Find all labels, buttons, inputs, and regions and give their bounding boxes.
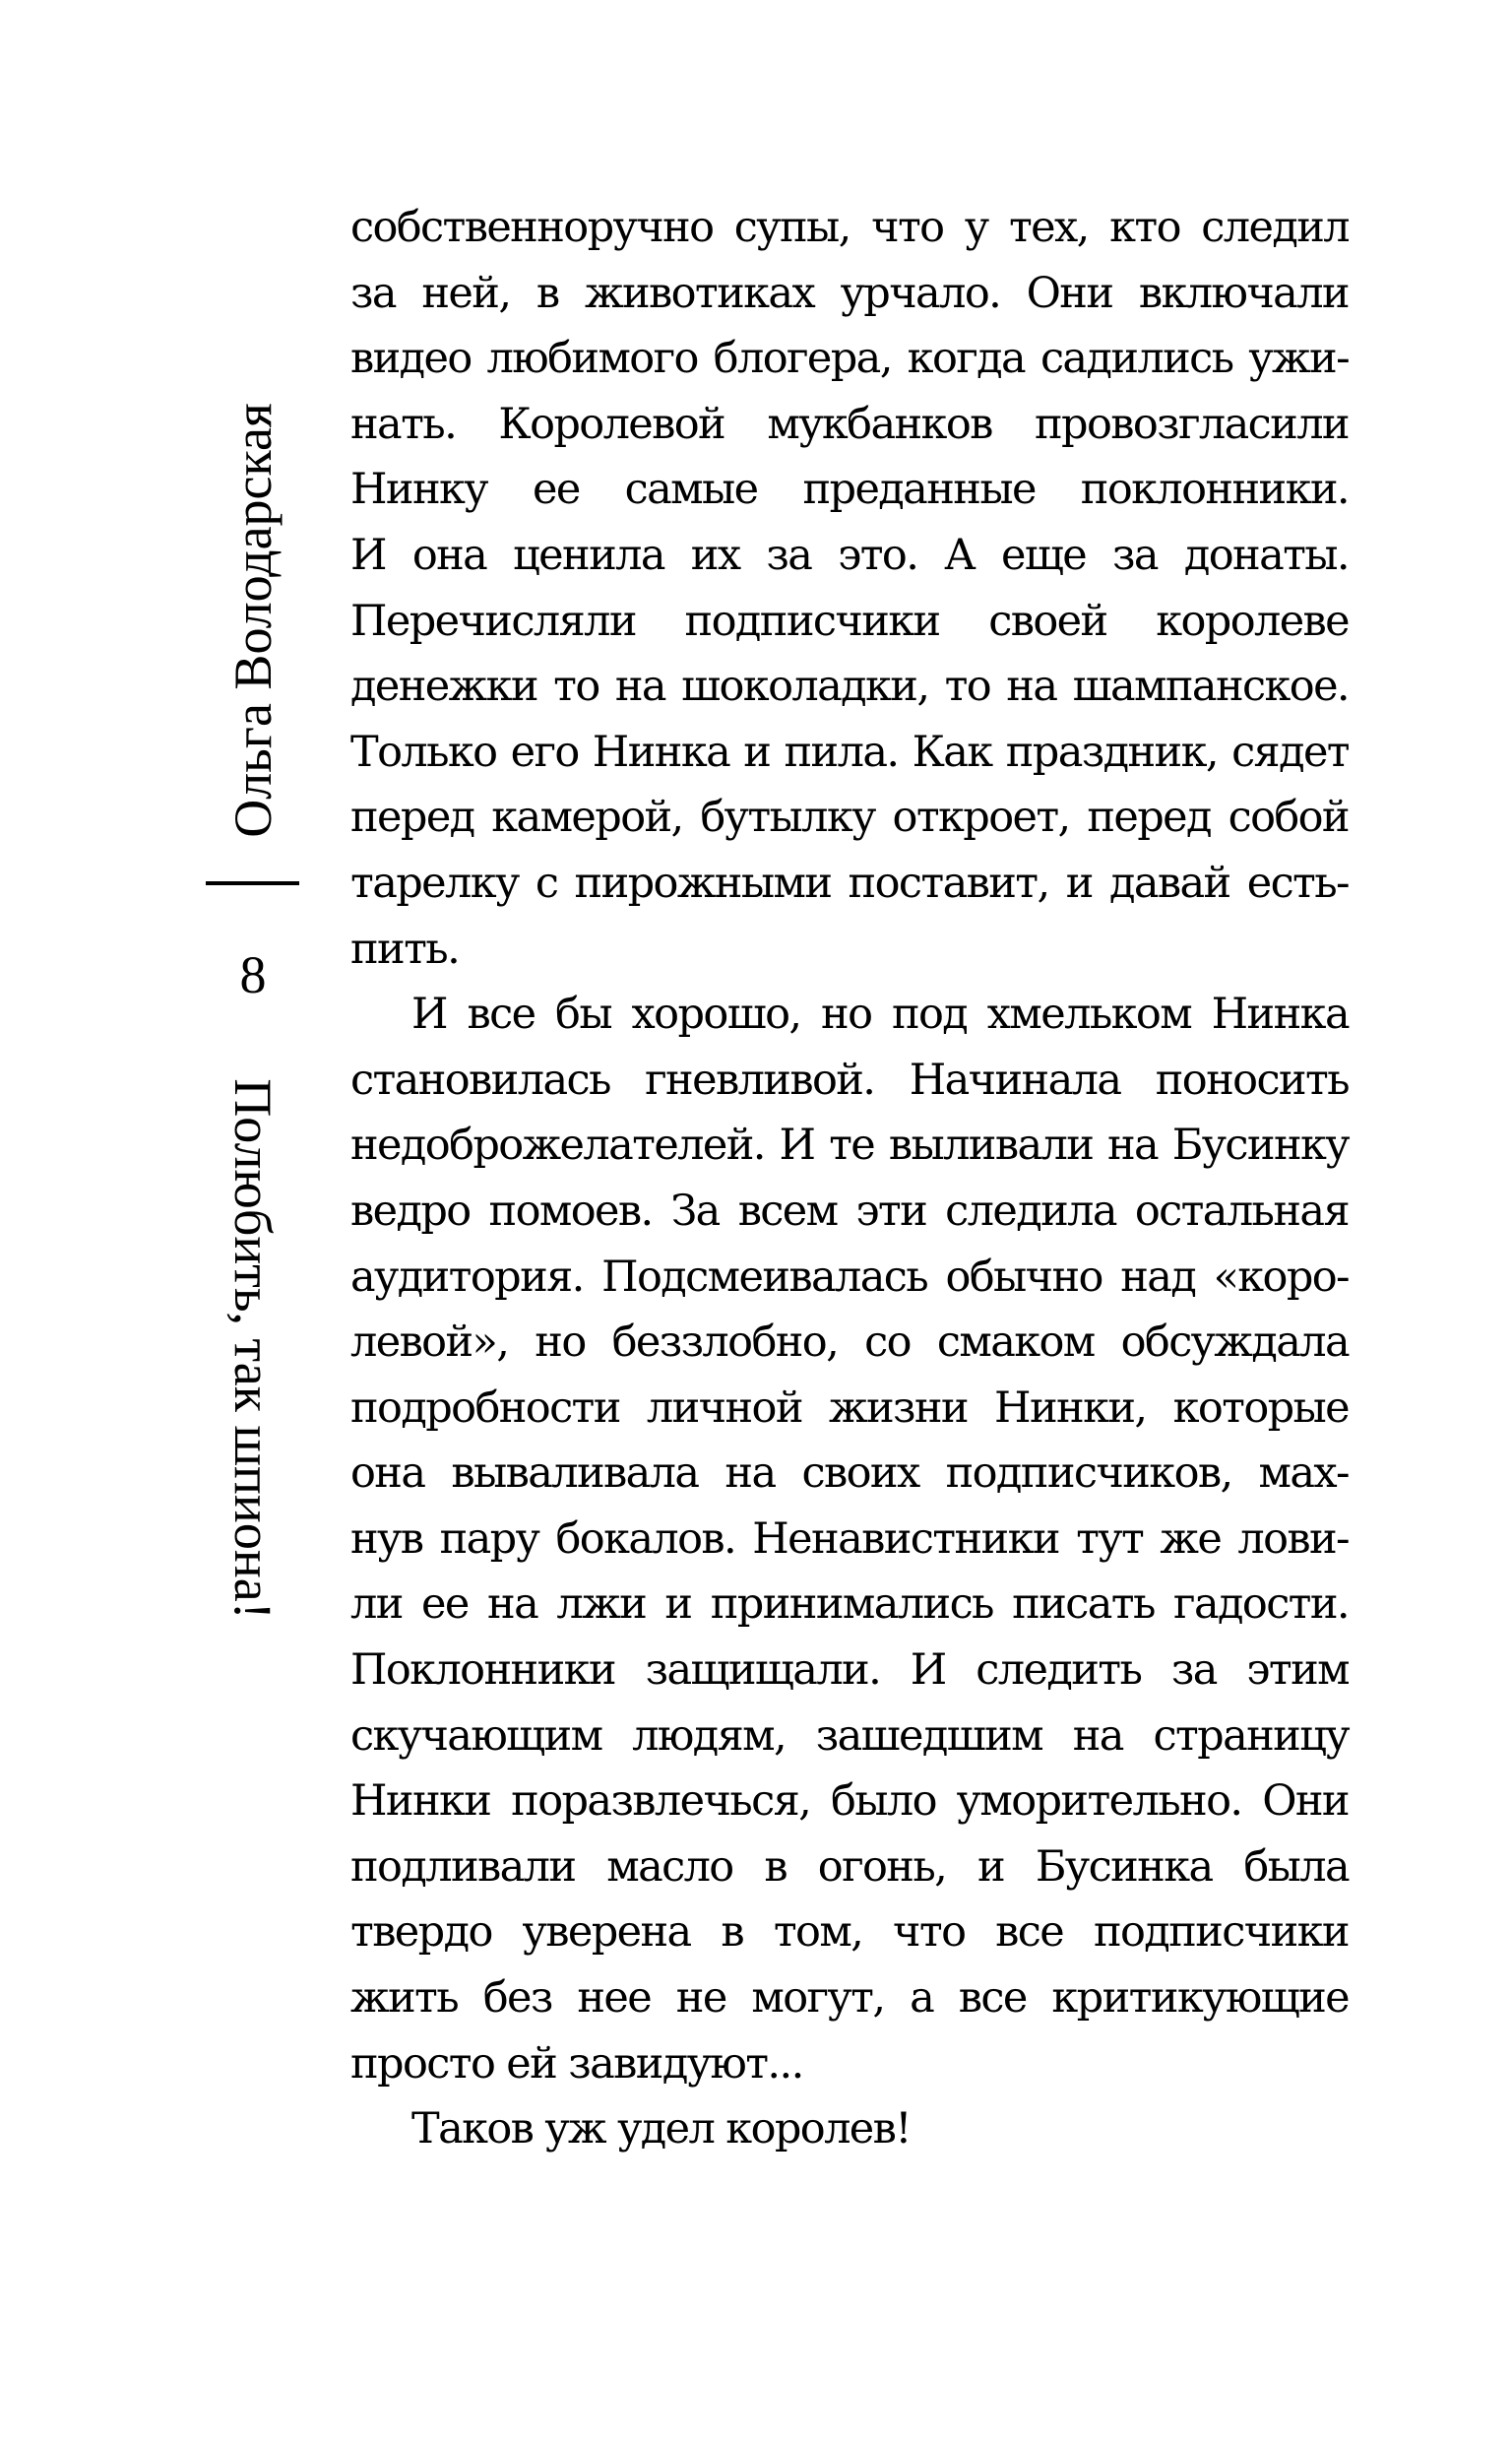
text-line: жить без нее не могут, а все критикующие (350, 1973, 1349, 2024)
text-line: левой», но беззлобно, со смаком обсуждала (350, 1318, 1349, 1368)
text-line: Поклонники защищали. И следить за этим (350, 1645, 1349, 1696)
text-line: аудитория. Подсмеивалась обычно над «коро- (350, 1252, 1349, 1302)
text-line: Только его Нинка и пила. Как праздник, сядет (350, 727, 1349, 777)
text-line: за ней, в животиках урчало. Они включали (350, 268, 1349, 318)
text-line: твердо уверена в том, что все подписчики (350, 1907, 1349, 1958)
paragraph (350, 2096, 1349, 2162)
text-line: подробности личной жизни Нинки, которые (350, 1382, 1349, 1433)
text-line: ведро помоев. За всем эти следила остальная (350, 1186, 1349, 1236)
paragraph (350, 982, 1349, 2096)
paragraph (350, 195, 1349, 982)
author-name: Ольга Володарская (223, 403, 283, 838)
text-line: денежки то на шоколадки, то на шампанское. (350, 662, 1349, 712)
text-line: Таков уж удел королев! (411, 2104, 911, 2154)
text-line: скучающим людям, зашедшим на страницу (350, 1710, 1349, 1761)
text-line: нать. Королевой мукбанков провозгласили (350, 399, 1349, 449)
running-header-author (209, 384, 297, 857)
running-header (209, 374, 297, 1654)
text-line: Нинку ее самые преданные поклонники. (350, 465, 1349, 515)
text-line: Нинки поразвлечься, было уморительно. Они (350, 1776, 1349, 1827)
text-line: перед камерой, бутылку откроет, перед собой (350, 793, 1349, 843)
text-line: видео любимого блогера, когда садились ужи- (350, 334, 1349, 384)
text-line: Перечисляли подписчики своей королеве (350, 596, 1349, 646)
text-line: становилась гневливой. Начинала поносить (350, 1055, 1349, 1105)
text-line: нув пару бокалов. Ненавистники тут же лови- (350, 1513, 1349, 1564)
book-title: Полюбить, так шпиона! (223, 1078, 283, 1620)
running-header-title (209, 1059, 297, 1639)
text-line: И она ценила их за это. А еще за донаты. (350, 530, 1349, 580)
text-line: пить. (350, 924, 460, 974)
text-line: собственноручно супы, что у тех, кто следил (350, 203, 1349, 252)
text-line: ли ее на лжи и принимались писать гадости. (350, 1579, 1349, 1630)
page-number: 8 (239, 945, 267, 1004)
text-line: подливали масло в огонь, и Бусинка была (350, 1841, 1349, 1892)
body-text (350, 195, 1349, 2162)
text-line: тарелку с пирожными поставит, и давай есть- (350, 858, 1349, 908)
text-line: она вываливала на своих подписчиков, мах- (350, 1448, 1349, 1499)
text-line: недоброжелателей. И те выливали на Бусинку (350, 1121, 1349, 1171)
header-divider (206, 881, 299, 885)
text-line: И все бы хорошо, но под хмельком Нинка (411, 990, 1349, 1040)
text-line: просто ей завидуют... (350, 2038, 803, 2089)
